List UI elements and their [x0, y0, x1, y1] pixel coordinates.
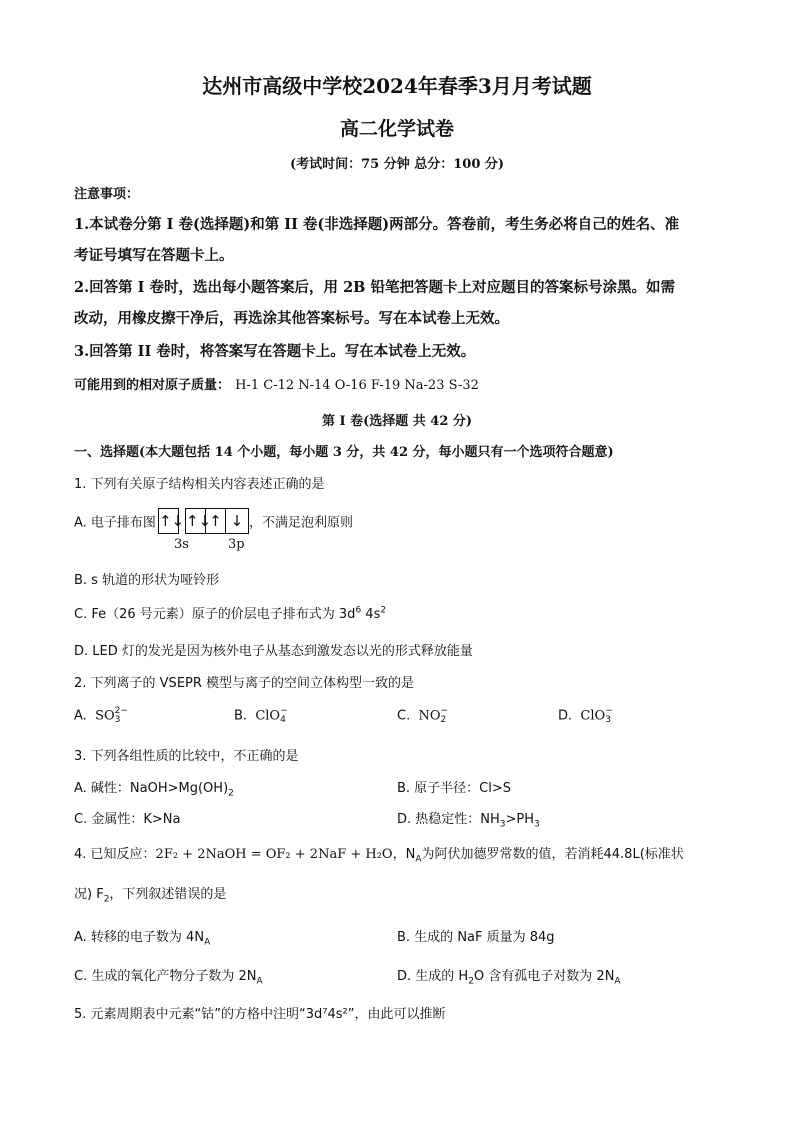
notice-item-2-line-1: 2.回答第 I 卷时，选出每小题答案后，用 2B 铅笔把答题卡上对应题目的答案标号涂黑。如需: [74, 279, 675, 296]
superscript: 2−: [114, 706, 128, 716]
q4-stem-line-1: [74, 843, 684, 865]
q2-option-a: [74, 707, 128, 725]
q3-stem: 3. 下列各组性质的比较中，不正确的是: [74, 749, 299, 764]
subscript: 2: [468, 976, 474, 987]
subscript: 3: [499, 819, 506, 830]
subscript: 3: [534, 819, 540, 830]
subscript: 4: [280, 715, 286, 725]
atomic-masses: [74, 374, 479, 393]
section-title: 第 I 卷(选择题 共 42 分): [321, 414, 473, 429]
q5-stem: 5. 元素周期表中元素“钴”的方格中注明“3d⁷4s²”，由此可以推断: [74, 1007, 446, 1022]
q3-option-d-text: D. 热稳定性：NH: [397, 812, 500, 827]
subscript: 2: [228, 788, 234, 799]
q4-option-b: B. 生成的 NaF 质量为 84g: [397, 930, 555, 945]
formula: ClO: [580, 708, 606, 724]
subscript: A: [256, 976, 263, 987]
superscript: 6: [355, 605, 362, 616]
q4-stem-text: 4. 已知反应：: [74, 847, 156, 862]
q2-option-d: [558, 707, 613, 725]
subscript: A: [614, 976, 621, 987]
superscript: 2: [380, 605, 387, 616]
option-label: C.: [397, 708, 411, 724]
orbital-box-3p: [185, 508, 249, 534]
superscript: −: [605, 706, 613, 716]
q3-option-a: [74, 777, 234, 799]
superscript: −: [440, 706, 449, 716]
subscript: 3: [114, 715, 121, 725]
exam-title: 达州市高级中学校2024年春季3月月考试题: [202, 74, 592, 98]
subscript: 2: [440, 715, 447, 725]
q4-option-c: [74, 965, 263, 987]
q3-option-d-text: >PH: [505, 812, 535, 827]
exam-info: (考试时间：75 分钟 总分：100 分): [289, 157, 505, 172]
q4-option-a-text: A. 转移的电子数为 4N: [74, 930, 205, 945]
notice-item-3: 3.回答第 II 卷时，将答案写在答题卡上。写在本试卷上无效。: [74, 343, 476, 360]
option-label: A.: [74, 708, 87, 724]
q3-option-a-text: A. 碱性：NaOH>Mg(OH): [74, 781, 229, 796]
formula: NO: [418, 708, 441, 724]
subscript: 2: [103, 894, 110, 905]
exam-subtitle: 高二化学试卷: [339, 118, 454, 140]
notice-item-1-line-2: 考证号填写在答题卡上。: [74, 247, 234, 264]
reaction-equation: 2F₂ + 2NaOH = OF₂ + 2NaF + H₂O: [155, 847, 393, 862]
q1-option-a: [74, 508, 353, 534]
atomic-masses-label: 可能用到的相对原子质量：: [74, 378, 231, 393]
q1-stem: 1. 下列有关原子结构相关内容表述正确的是: [74, 477, 325, 492]
q4-option-d-text: D. 生成的 H: [397, 969, 469, 984]
q4-option-c-text: C. 生成的氧化产物分子数为 2N: [74, 969, 257, 984]
q1-option-d: D. LED 灯的发光是因为核外电子从基态到激发态以光的形式释放能量: [74, 644, 473, 659]
q1-option-a-prefix: A. 电子排布图: [74, 515, 156, 531]
orbital-cell: ↓: [230, 512, 244, 530]
superscript: −: [280, 706, 288, 716]
formula: SO: [95, 708, 115, 724]
q4-option-d-text: O 含有孤电子对数为 2N: [473, 969, 615, 984]
q1-option-c-text: C. Fe（26 号元素）原子的价层电子排布式为 3d: [74, 607, 356, 622]
formula: ClO: [255, 708, 281, 724]
orbital-cell: ↑↓: [186, 509, 206, 533]
q1-option-b: B. s 轨道的形状为哑铃形: [74, 573, 220, 588]
orbital-cell: ↑: [206, 509, 226, 533]
q3-option-d: [397, 808, 540, 830]
q4-stem-text: ，下列叙述错误的是: [109, 887, 227, 902]
section-instruction: 一、选择题(本大题包括 14 个小题，每小题 3 分，共 42 分，每小题只有一个选项符合题意): [74, 445, 614, 460]
orbital-box-3s: [158, 508, 185, 534]
notice-item-2-line-2: 改动，用橡皮擦干净后，再选涂其他答案标号。写在本试卷上无效。: [74, 310, 509, 327]
q1-option-c: [74, 603, 386, 622]
q3-option-c: C. 金属性：K>Na: [74, 812, 181, 827]
q4-stem-text: 为阿伏加德罗常数的值，若消耗44.8L(标准状: [421, 847, 684, 862]
q4-option-a: [74, 926, 211, 948]
q4-stem-text: 况) F: [74, 887, 104, 902]
subscript: 3: [605, 715, 611, 725]
option-label: D.: [558, 708, 573, 724]
orbital-cell: ↑↓: [158, 512, 185, 530]
orbital-label-3s: 3s: [174, 537, 189, 552]
q2-option-b: [234, 707, 288, 725]
notice-item-1-line-1: 1.本试卷分第 I 卷(选择题)和第 II 卷(非选择题)两部分。答卷前，考生务必将自己的姓名、准: [74, 216, 680, 233]
option-label: B.: [234, 708, 248, 724]
subscript: A: [204, 937, 211, 948]
q2-option-c: [397, 707, 448, 725]
notice-heading: 注意事项：: [74, 187, 140, 202]
q4-option-d: [397, 965, 621, 987]
q4-stem-line-2: [74, 883, 227, 905]
q1-option-c-text: 4s: [361, 607, 381, 622]
q3-option-b: B. 原子半径：Cl>S: [397, 781, 512, 796]
q1-option-a-suffix: ，不满足泡利原则: [248, 515, 353, 531]
atomic-masses-values: H-1 C-12 N-14 O-16 F-19 Na-23 S-32: [235, 378, 479, 393]
q4-stem-text: ，N: [392, 847, 416, 862]
q2-stem: 2. 下列离子的 VSEPR 模型与离子的空间立体构型一致的是: [74, 676, 415, 691]
subscript: A: [415, 854, 422, 865]
orbital-label-3p: 3p: [228, 537, 245, 552]
